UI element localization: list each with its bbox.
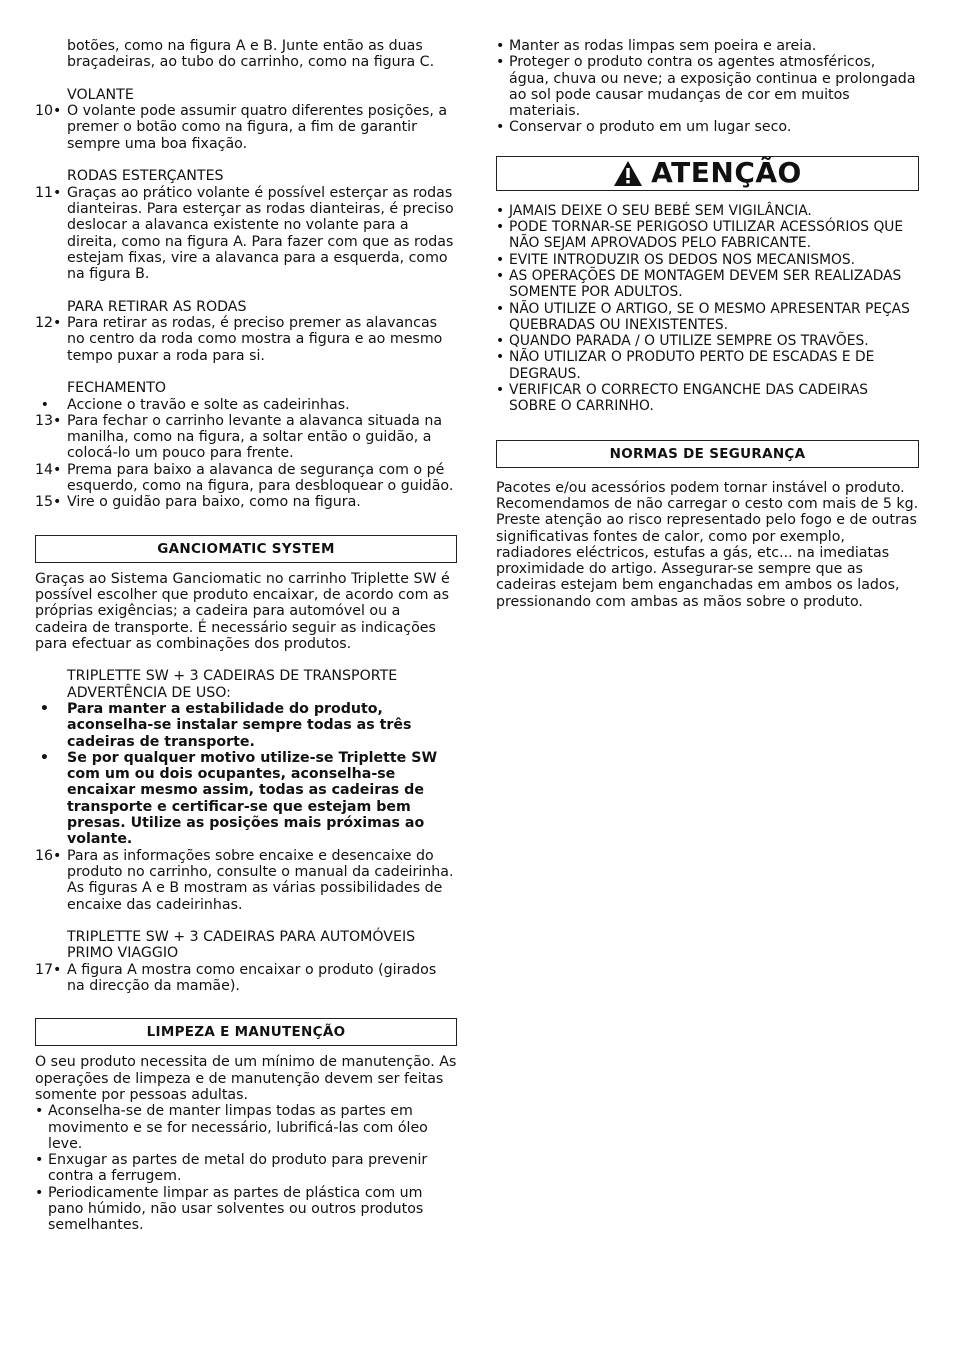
list-item — [496, 54, 919, 119]
paragraph: Preste atenção ao risco representado pelo fogo e de outras significativas fontes de calor, como por exemplo, radiadores eléctricos, estufas a gás, etc... na imediatas proximidade do artigo. Assegurar-se sempre que as cadeiras estejam bem enganchadas em ambos os lados, pressionando com ambas as mãos sobre o produto. — [496, 512, 917, 610]
item-text: Graças ao prático volante é possível esterçar as rodas dianteiras. Para esterçar as rodas dianteiras, é preciso deslocar a alavanca existente no volante para a direita, como na figura A. Para fazer com que as rodas estejam fixas, vire a alavanca para a esquerda, como na figura B. — [67, 184, 454, 283]
list-item-12 — [35, 315, 457, 364]
list-item-bold — [35, 701, 457, 750]
item-bullet: • — [496, 202, 505, 219]
item-text: O volante pode assumir quatro diferentes posições, a premer o botão como na figura, a fim de garantir sempre uma boa fixação. — [67, 103, 448, 152]
item-number: 14• — [35, 461, 62, 478]
item-text: Enxugar as partes de metal do produto para prevenir contra a ferrugem. — [48, 1152, 428, 1185]
item-text: PODE TORNAR-SE PERIGOSO UTILIZAR ACESSÓRIOS QUE NÃO SEJAM APROVADOS PELO FABRICANTE. — [509, 219, 904, 252]
item-text: EVITE INTRODUZIR OS DEDOS NOS MECANISMOS. — [509, 251, 856, 268]
item-text: Para manter a estabilidade do produto, aconselha-se instalar sempre todas as três cadeiras de transporte. — [67, 700, 412, 750]
list-item — [35, 1185, 457, 1234]
item-bullet: • — [35, 1184, 44, 1201]
left-column — [35, 38, 457, 1234]
warning-title: ATENÇÃO — [651, 156, 802, 190]
item-text: JAMAIS DEIXE O SEU BEBÉ SEM VIGILÂNCIA. — [509, 202, 812, 219]
item-number: 17• — [35, 961, 62, 978]
item-text: Proteger o produto contra os agentes atmosféricos, água, chuva ou neve; a exposição continua e prolongada ao sol pode causar mudanças de cor em muitos materiais. — [509, 54, 916, 120]
paragraph: As figuras A e B mostram as várias possibilidades de encaixe das cadeirinhas. — [67, 880, 443, 913]
warning-item — [496, 203, 919, 219]
section-heading-fechamento: FECHAMENTO — [67, 380, 167, 397]
item-text: Para fechar o carrinho levante a alavanca situada na manilha, como na figura, a soltar então o guidão, a colocá-lo um pouco para frente. — [67, 412, 443, 462]
list-item-16 — [35, 848, 457, 881]
item-bullet: • — [496, 333, 505, 350]
item-bullet: • — [496, 267, 505, 284]
item-text: A figura A mostra como encaixar o produto (girados na direcção da mamãe). — [67, 961, 437, 995]
list-item — [35, 1152, 457, 1185]
item-bullet: • — [496, 119, 505, 136]
list-item — [496, 38, 919, 54]
item-number: 13• — [35, 412, 62, 429]
paragraph: Graças ao Sistema Ganciomatic no carrinho Triplette SW é possível escolher que produto encaixar, de acordo com as próprias exigências; a cadeira para automóvel ou a cadeira de transporte. É necessário seguir as indicações para efectuar as combinações dos produtos. — [35, 570, 450, 652]
section-heading-triplette-automoveis: TRIPLETTE SW + 3 CADEIRAS PARA AUTOMÓVEIS PRIMO VIAGGIO — [67, 929, 416, 962]
list-item-15 — [35, 494, 457, 510]
item-text: Manter as rodas limpas sem poeira e areia. — [509, 38, 817, 54]
item-text: NÃO UTILIZAR O PRODUTO PERTO DE ESCADAS E DE DEGRAUS. — [509, 349, 875, 382]
item-bullet: • — [496, 349, 505, 366]
item-number: 11• — [35, 184, 62, 201]
item-text: AS OPERAÇÕES DE MONTAGEM DEVEM SER REALIZADAS SOMENTE POR ADULTOS. — [509, 267, 902, 301]
item-bullet: • — [39, 700, 49, 717]
paragraph: Pacotes e/ou acessórios podem tornar instável o produto. Recomendamos de não carregar o cesto com mais de 5 kg. — [496, 479, 919, 512]
right-column — [496, 38, 919, 610]
item-bullet: • — [496, 219, 505, 236]
section-heading-retirar: PARA RETIRAR AS RODAS — [67, 298, 247, 315]
item-number: 10• — [35, 103, 62, 120]
item-text: NÃO UTILIZE O ARTIGO, SE O MESMO APRESENTAR PEÇAS QUEBRADAS OU INEXISTENTES. — [509, 300, 910, 333]
item-text: Periodicamente limpar as partes de plástica com um pano húmido, não usar solventes ou outros produtos semelhantes. — [48, 1184, 424, 1234]
section-box-limpeza: LIMPEZA E MANUTENÇÃO — [35, 1018, 457, 1046]
item-text: QUANDO PARADA / O UTILIZE SEMPRE OS TRAVÕES. — [509, 333, 869, 350]
item-text: VERIFICAR O CORRECTO ENGANCHE DAS CADEIRAS SOBRE O CARRINHO. — [509, 382, 869, 415]
item-text: Aconselha-se de manter limpas todas as partes em movimento e se for necessário, lubrificá-las com óleo leve. — [48, 1103, 428, 1152]
item-bullet: • — [496, 251, 505, 268]
paragraph: O seu produto necessita de um mínimo de manutenção. As operações de limpeza e de manutenção devem ser feitas somente por pessoas adultas. — [35, 1054, 457, 1103]
item-text: Conservar o produto em um lugar seco. — [509, 119, 792, 136]
item-bullet: • — [496, 38, 505, 54]
item-bullet: • — [496, 300, 505, 317]
warning-item — [496, 333, 919, 349]
list-item-17 — [35, 962, 457, 995]
section-box-ganciomatic: GANCIOMATIC SYSTEM — [35, 535, 457, 563]
list-item-13 — [35, 413, 457, 462]
item-text: Se por qualquer motivo utilize-se Triplette SW com um ou dois ocupantes, aconselha-se encaixar mesmo assim, todas as cadeiras de transporte e certificar-se que estejam bem presas. Utilize as posições mais próximas ao volante. — [67, 749, 438, 848]
item-text: Para as informações sobre encaixe e desencaixe do produto no carrinho, consulte o manual da cadeirinha. — [67, 847, 454, 880]
item-text: Vire o guidão para baixo, como na figura. — [67, 494, 361, 511]
section-heading-triplette-transporte: TRIPLETTE SW + 3 CADEIRAS DE TRANSPORTE — [67, 668, 398, 685]
section-heading-rodas: RODAS ESTERÇANTES — [67, 168, 224, 185]
item-number: 16• — [35, 847, 62, 864]
section-box-normas: NORMAS DE SEGURANÇA — [496, 440, 919, 468]
warning-item — [496, 268, 919, 301]
warning-item — [496, 349, 919, 382]
item-text: Accione o travão e solte as cadeirinhas. — [67, 396, 350, 413]
list-item-10 — [35, 103, 457, 152]
warning-item — [496, 252, 919, 268]
list-item — [35, 1103, 457, 1152]
item-bullet: • — [39, 749, 49, 766]
list-item-bold — [35, 750, 457, 848]
item-bullet: • — [35, 1152, 44, 1169]
item-number: 15• — [35, 494, 62, 511]
item-bullet: • — [496, 54, 505, 71]
item-bullet: • — [496, 382, 505, 399]
warning-banner — [496, 156, 919, 191]
section-heading-volante: VOLANTE — [67, 86, 134, 103]
item-text: Para retirar as rodas, é preciso premer as alavancas no centro da roda como mostra a figura e ao mesmo tempo puxar a roda para si. — [67, 315, 443, 364]
warning-triangle-icon — [613, 160, 643, 187]
list-item — [496, 119, 919, 135]
item-text: Prema para baixo a alavanca de segurança com o pé esquerdo, como na figura, para desbloquear o guidão. — [67, 461, 454, 495]
warning-item — [496, 301, 919, 334]
list-item-14 — [35, 462, 457, 495]
item-number: • — [40, 396, 49, 413]
item-number: 12• — [35, 315, 62, 332]
section-heading-advertencia: ADVERTÊNCIA DE USO: — [67, 684, 231, 701]
list-item-11 — [35, 185, 457, 283]
item-bullet: • — [35, 1103, 44, 1120]
list-item-bullet — [35, 397, 457, 413]
warning-item — [496, 219, 919, 252]
paragraph: botões, como na figura A e B. Junte então as duas braçadeiras, ao tubo do carrinho, como na figura C. — [67, 38, 435, 71]
warning-item — [496, 382, 919, 415]
